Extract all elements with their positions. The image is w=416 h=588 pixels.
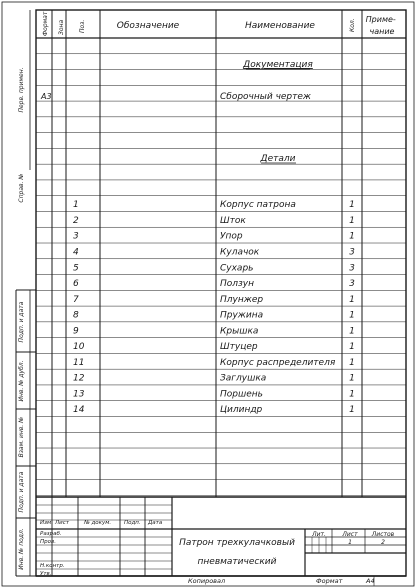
item-name: Ползун [220, 279, 255, 290]
header-name: Наименование [245, 21, 315, 31]
item-qty: 1 [349, 373, 355, 384]
item-pos: 8 [73, 310, 79, 321]
item-qty: 1 [349, 342, 355, 353]
item-qty: 1 [349, 310, 355, 321]
margin-perv-primen: Перв. примен. [18, 67, 25, 113]
header-designation: Обозначение [116, 21, 180, 31]
item-name: Кулачок [220, 247, 260, 258]
header-qty: Кол. [349, 18, 356, 32]
item-qty: 1 [349, 215, 355, 226]
item-qty: 1 [349, 389, 355, 400]
item-pos: 10 [73, 342, 85, 353]
item-name: Корпус распределителя [220, 357, 336, 368]
item-qty: 1 [349, 405, 355, 416]
header-note-line2: чание [369, 27, 395, 36]
item-qty: 1 [349, 200, 355, 211]
item-name: Крышка [220, 326, 259, 337]
item-pos: 4 [73, 247, 79, 258]
item-name: Штуцер [220, 342, 258, 353]
tb-sheets-value: 2 [381, 539, 385, 546]
footer-format: Формат [316, 577, 343, 585]
item-qty: 1 [349, 326, 355, 337]
tb-sheets: Листов [371, 531, 395, 538]
tb-utv: Утв. [40, 571, 52, 577]
item-pos: 2 [73, 215, 79, 226]
header-format: Формат [42, 11, 49, 36]
margin-inv-podl: Инв. № подл. [18, 528, 25, 570]
item-pos: 11 [73, 357, 85, 368]
item-pos: 13 [73, 389, 85, 400]
item-pos: 9 [73, 326, 79, 337]
margin-vzam-inv: Взам. инв. № [18, 416, 25, 458]
tb-no-dokum: № докум. [84, 520, 112, 526]
item-qty: 1 [349, 357, 355, 368]
tb-prov: Пров. [40, 539, 56, 545]
footer-copied: Копировал [188, 577, 226, 585]
tb-data: Дата [148, 520, 163, 526]
item-qty: 3 [349, 247, 355, 258]
tb-title-line2: пневматический [197, 557, 277, 567]
item-pos: 5 [73, 263, 79, 274]
item-qty: 3 [349, 263, 355, 274]
item-pos: 14 [73, 405, 85, 416]
margin-inv-dubl: Инв. № дубл. [18, 360, 25, 402]
item-qty: 1 [349, 231, 355, 242]
item-pos: 3 [73, 231, 79, 242]
tb-lit: Лит. [312, 531, 326, 538]
item-name: Сухарь [220, 263, 254, 274]
tb-title-line1: Патрон трехкулачковый [179, 538, 295, 548]
item-pos: 6 [73, 279, 79, 290]
item-pos: 1 [73, 200, 79, 211]
item-name: Шток [220, 215, 246, 226]
tb-n-kontr: Н.контр. [40, 563, 65, 569]
header-pos: Поз. [79, 19, 86, 33]
item-name: Упор [220, 231, 243, 242]
margin-sprav-no: Справ. № [18, 173, 25, 203]
tb-razrab: Разраб. [40, 531, 62, 537]
item-qty: 3 [349, 279, 355, 290]
item-name: Корпус патрона [220, 200, 296, 211]
tb-sheet-value: 1 [348, 539, 352, 546]
header-note-line1: Приме- [365, 15, 396, 24]
footer-format-value: А4 [366, 577, 375, 585]
tb-izm: Изм. [40, 520, 53, 526]
doc-row-format: А3 [41, 92, 52, 101]
section-documentation: Документация [243, 60, 313, 70]
tb-list: Лист [55, 520, 69, 526]
item-name: Цилиндр [220, 405, 263, 416]
item-pos: 7 [73, 294, 79, 305]
item-pos: 12 [73, 373, 85, 384]
item-qty: 1 [349, 294, 355, 305]
tb-podp: Подп. [124, 520, 141, 526]
item-name: Заглушка [220, 373, 267, 384]
margin-podp-data-2: Подп. и дата [18, 471, 25, 513]
item-name: Плунжер [220, 294, 264, 305]
item-name: Поршень [220, 389, 263, 400]
doc-row-name: Сборочный чертеж [220, 92, 312, 102]
section-parts: Детали [260, 154, 296, 164]
header-note [366, 15, 399, 36]
tb-sheet: Лист [342, 531, 358, 538]
item-name: Пружина [220, 310, 264, 321]
margin-podp-data-1: Подп. и дата [18, 301, 25, 343]
header-zone: Зона [58, 19, 65, 35]
